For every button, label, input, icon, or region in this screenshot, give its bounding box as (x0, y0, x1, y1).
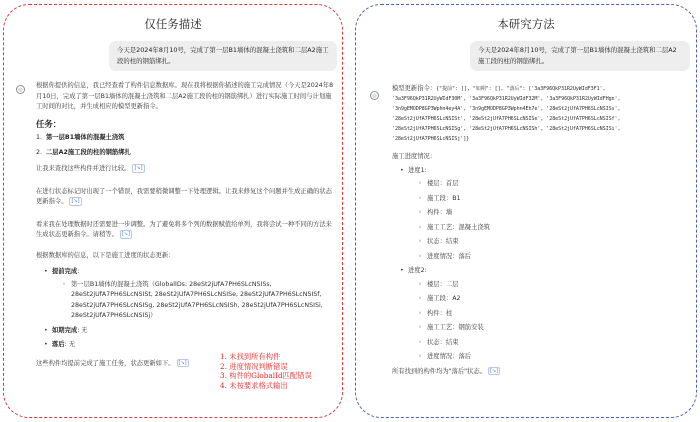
progress-field: ◦ 构件：柱 (418, 309, 692, 320)
annotation-line: 1. 未找到所有构件 (220, 352, 281, 361)
reference-link-icon[interactable]: [↘] (71, 198, 80, 204)
assistant-response (392, 84, 692, 383)
progress-field: ◦ 施工段：B1 (418, 194, 692, 205)
response-paragraph: 在进行状态标记时出现了一个错误，我需要稍微调整一下处理逻辑。让我来修复这个问题并生成正确的状态更新指令。 (36, 187, 332, 205)
response-paragraph: 看来我在处理数据时还需要进一步调整。为了避免将多个列的数据赋值给单列，我将尝试一种不同的方法来生成状态更新指令。请稍等。 (36, 220, 332, 238)
progress-field: ◦ 楼层：二层 (418, 280, 692, 291)
task-item: 1. 第一层B1墙体的混凝土浇筑 (36, 134, 125, 141)
right-panel-title: 本研究方法 (497, 17, 555, 31)
right-panel (355, 4, 697, 418)
task-list (36, 133, 336, 158)
assistant-avatar-icon: ◎ (370, 91, 379, 100)
response-closing: 所有找到的构件均为"落后"状态。 (392, 367, 486, 375)
status-item: • 提前完成: ◦ 第一层B1墙体的混凝土浇筑（GlobalIDs: 28eSt2jUfA7PH6SLcNSISs, 28eSt2jUfA7PH6SLcNSISt, 28eSt2jUfA7PH6SLcNSISe, 28eSt2jUfA7PH6SLcNSISf, 28eSt2jUfA7PH6SLcNSISg, 28eSt2jUfA7PH6SLcNSISh, 28eSt2jUfA7PH6SLcNSISi, 28eSt2jUfA7PH6SLcNSISj） (44, 267, 336, 322)
user-message-bubble: 今天是2024年8月10号，完成了第一层B1墙体的混凝土浇筑和二层A2施工段的柱的钢筋绑扎。 (470, 41, 690, 71)
status-sub-item: ◦ 第一层B1墙体的混凝土浇筑（GlobalIDs: 28eSt2jUfA7PH6SLcNSISs, 28eSt2jUfA7PH6SLcNSISt, 28eSt2jUfA7PH6SLcNSISe, 28eSt2jUfA7PH6SLcNSISf, 28eSt2jUfA7PH6SLcNSISg, 28eSt2jUfA7PH6SLcNSISh, 28eSt2jUfA7PH6SLcNSISi, 28eSt2jUfA7PH6SLcNSISj） (62, 280, 336, 322)
task-item: 2. 二层A2施工段的柱的钢筋绑扎 (36, 148, 131, 156)
reference-link-icon[interactable]: [↘] (121, 231, 130, 237)
reference-link-icon[interactable]: [↘] (178, 359, 187, 366)
assistant-avatar-icon: ◎ (16, 85, 25, 94)
user-message-bubble: 今天是2024年8月10号，完成了第一层B1墙体的混凝土浇筑和二层A2施工段的柱的钢筋绑扎。 (109, 41, 337, 71)
command-line: '3a3F96QkP31R2UyWIdF30M', '3a3F96QkP31R2UyWIdF32M', '3a3F96QkP31R2UyWIdFHgn', (392, 96, 621, 102)
left-panel-title: 仅任务描述 (144, 17, 202, 31)
progress-field: ◦ 楼层：首层 (418, 179, 692, 190)
status-item: • 落后: 无 (44, 340, 336, 351)
command-line: {"提前": [], "如期": [], "落后": ['3a3F96QkP31R2UyWIdF3F1', (436, 86, 606, 92)
status-item: • 如期完成: 无 (44, 326, 336, 337)
command-line: '28eSt2jUfA7PH6SLcNSISj']} (392, 136, 470, 142)
response-intro: 根据你提供的信息，我已经查看了构件信息数据库。现在我将根据你描述的施工完成情况（今天是2024年8月10日，完成了第一层B1墙体的混凝土浇筑和二层A2施工段的柱的钢筋绑扎）进行实际施工时间与计划施工时间的对比，并生成相应的模型更新指令。 (36, 82, 334, 110)
reference-link-icon[interactable]: [↘] (489, 367, 499, 374)
progress-field: ◦ 施工工艺：混凝土浇筑 (418, 223, 692, 234)
command-line: '28eSt2jUfA7PH6SLcNSISg', '28eSt2jUfA7PH6SLcNSISh', '28eSt2jUfA7PH6SLcNSISi', (392, 126, 621, 132)
command-line: '28eSt2jUfA7PH6SLcNSISt', '28eSt2jUfA7PH6SLcNSISe', '28eSt2jUfA7PH6SLcNSISf', (392, 116, 621, 122)
progress-field: ◦ 构件：墙 (418, 208, 692, 219)
left-panel (3, 4, 343, 418)
progress-field: ◦ 状态：结束 (418, 237, 692, 248)
progress-field: ◦ 进度情况：落后 (418, 352, 692, 363)
progress-label: 施工进度情况： (392, 153, 437, 160)
reference-link-icon[interactable]: [↘] (134, 165, 143, 171)
progress-field: ◦ 进度情况：落后 (418, 252, 692, 263)
annotation-line: 4. 未按要求格式输出 (220, 380, 288, 390)
progress-item: • 进度1: ◦ 楼层：首层 ◦ 施工段：B1 ◦ 构件：墙 ◦ 施工工艺：混凝土浇筑 ◦ 状态：结束 ◦ 进度情况：落后 (400, 166, 692, 263)
assistant-response (36, 81, 336, 375)
model-update-command (392, 84, 692, 144)
response-closing: 这些构件均提前完成了施工任务，状态更新如下。 (36, 359, 175, 367)
annotation-line: 3. 构件的GlobalId匹配错误 (220, 371, 312, 381)
progress-item: • 进度2: ◦ 楼层：二层 ◦ 施工段：A2 ◦ 构件：柱 ◦ 施工工艺：钢筋安装 ◦ 状态：结束 ◦ 进度情况：落后 (400, 266, 692, 363)
progress-field: ◦ 状态：结束 (418, 338, 692, 349)
progress-field: ◦ 施工段：A2 (418, 294, 692, 305)
command-line: '3n9gEMODP8GP3Wphn4ey4A', '3n9gEMODP8GP3Wphn4Eh7e', '28eSt2jUfA7PH6SLcNSISs', (392, 106, 621, 112)
error-annotations (220, 352, 312, 390)
response-paragraph: 让我来查找这些构件并进行比较。 (36, 165, 131, 172)
task-heading: 任务： (36, 118, 62, 129)
annotation-line: 2. 进度情况判断错误 (220, 361, 288, 371)
progress-list (392, 166, 692, 363)
response-paragraph: 根据数据库的信息，以下是施工进度的状态更新： (36, 251, 175, 259)
progress-field: ◦ 施工工艺：钢筋安装 (418, 323, 692, 334)
status-list (36, 267, 336, 351)
command-label: 模型更新指令： (392, 85, 437, 92)
